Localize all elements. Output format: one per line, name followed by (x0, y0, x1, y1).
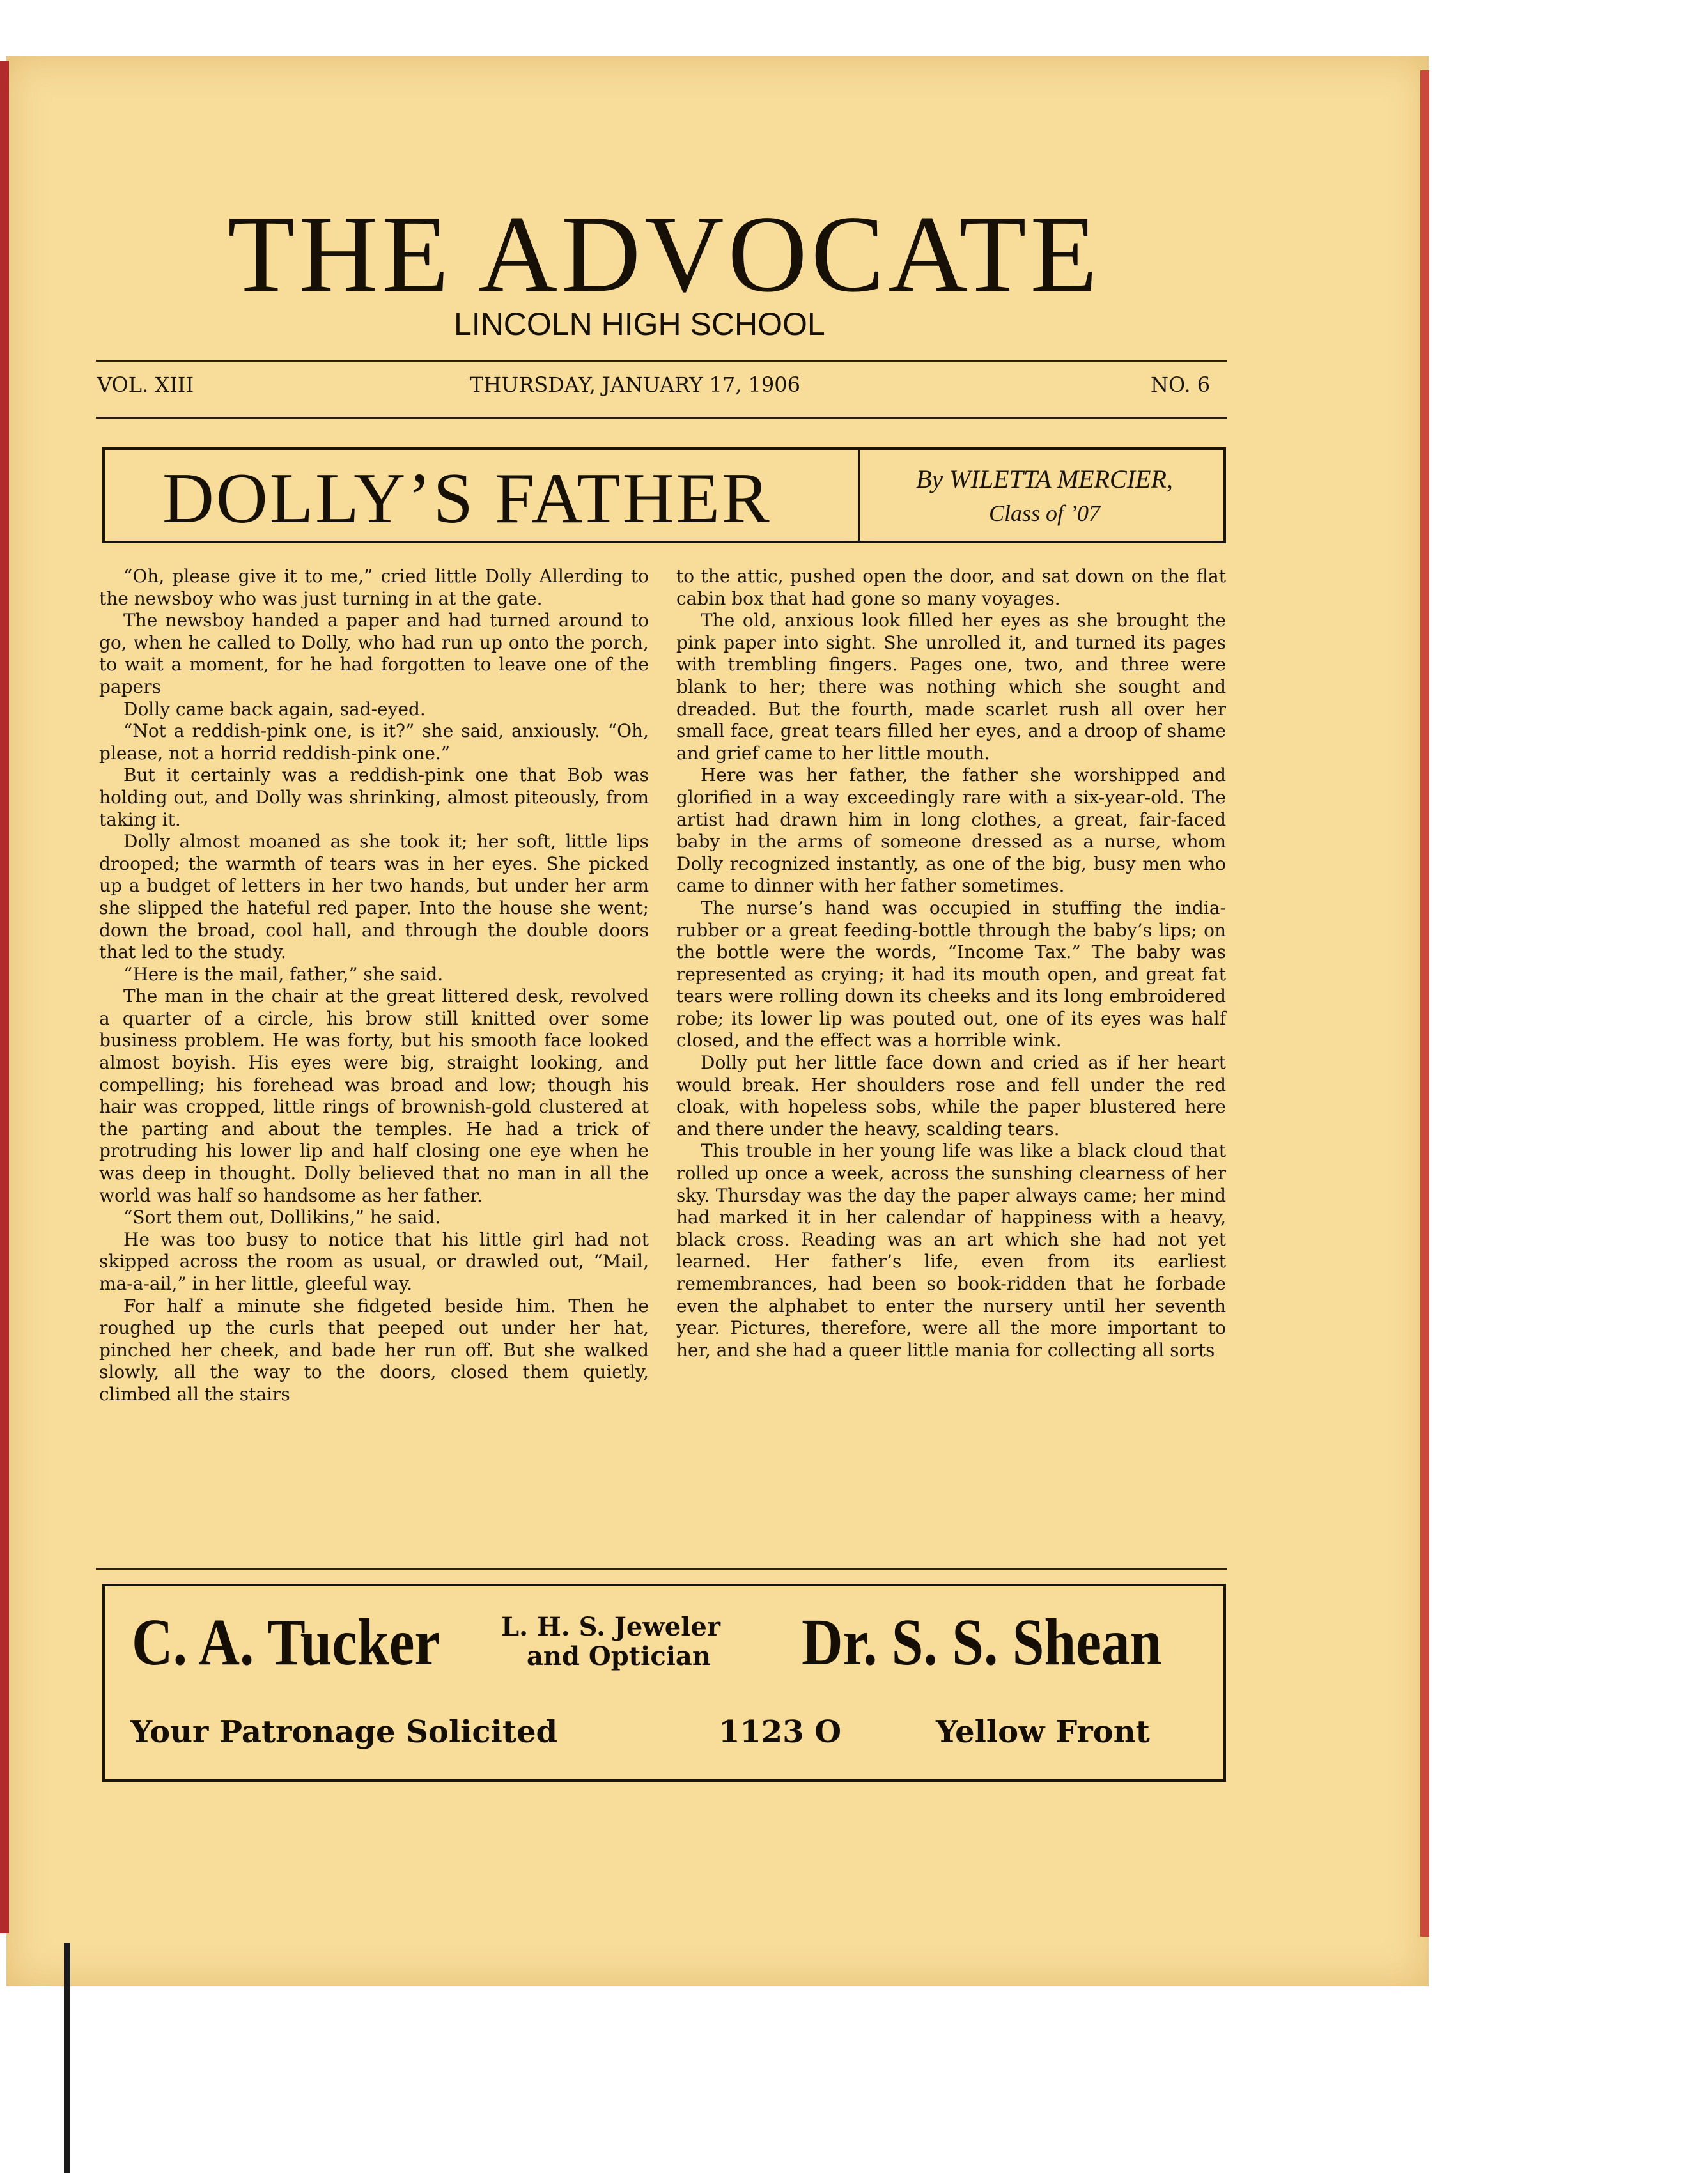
volume-label: VOL. XIII (97, 373, 194, 397)
paragraph: This trouble in her young life was like a black cloud that rolled up once a week, across the sunshing clearness of her sky. Thursday was the day the paper always came; her mind had marked it in her calendar of happiness with a heavy, black cross. Reading was an art which she had not yet learned. Her father’s life, even from its earliest remembrances, had been so book-ridden that he forbade even the alphabet to enter the nursery until her seventh year. Pictures, therefore, were all the more important to her, and she had a queer little mania for collecting all sorts (676, 1140, 1226, 1361)
ad-tagline-line2: and Optician (527, 1641, 711, 1671)
paragraph: Dolly put her little face down and cried as if her heart would break. Her shoulders rose and fell under the red cloak, with hopeless sobs, while the paper blustered here and there under the heavy, scalding tears. (676, 1052, 1226, 1140)
paragraph: For half a minute she fidgeted beside him. Then he roughed up the curls that peeped out under her hat, pinched her cheek, and bade her run off. But she walked slowly, all the way to the doors, closed them quietly, climbed all the stairs (99, 1295, 649, 1405)
title-box-divider (858, 450, 860, 541)
masthead-bottom-rule (96, 417, 1227, 419)
paragraph: “Oh, please give it to me,” cried little Dolly Allerding to the newsboy who was just turning in at the gate. (99, 566, 649, 609)
byline: By WILETTA MERCIER, (916, 465, 1173, 493)
ad-storefront: Yellow Front (936, 1714, 1150, 1750)
advertisement-box (102, 1584, 1226, 1782)
paragraph: Dolly almost moaned as she took it; her soft, little lips drooped; the warmth of tears was in her eyes. She picked up a budget of letters in her two hands, but under her arm she slipped the hateful red paper. Into the house she went; down the broad, cool hall, and through the double doors that led to the study. (99, 831, 649, 963)
paragraph: The newsboy handed a paper and had turned around to go, when he called to Dolly, who had run up onto the porch, to wait a moment, for he had forgotten to leave one of the papers (99, 610, 649, 697)
author-class: Class of ’07 (988, 500, 1101, 526)
article-column-left (99, 566, 649, 1406)
paragraph: The old, anxious look filled her eyes as she brought the pink paper into sight. She unrolled it, and turned its pages with trembling fingers. Pages one, two, and three were blank to her; there was nothing which she sought and dreaded. But the fourth, made scarlet rush all over her small face, great tears filled her eyes, and a droop of shame and grief came to her little mouth. (676, 610, 1226, 764)
issue-date: THURSDAY, JANUARY 17, 1906 (470, 373, 800, 397)
paragraph-continuation: to the attic, pushed open the door, and sat down on the flat cabin box that had gone so many voyages. (676, 566, 1226, 609)
article-column-right (676, 566, 1226, 1361)
advertisement-top-rule (96, 1568, 1227, 1570)
paragraph: The man in the chair at the great littered desk, revolved a quarter of a circle, his brow still knitted over some business problem. He was forty, but his smooth face looked almost boyish. His eyes were big, straight looking, and compelling; his forehead was broad and low; though his hair was cropped, little rings of brownish-gold clustered at the parting and about the temples. He had a trick of protruding his lower lip and half closing one eye when he was deep in thought. Dolly believed that no man in all the world was half so handsome as her father. (99, 986, 649, 1206)
masthead-title: THE ADVOCATE (228, 194, 1101, 315)
paragraph: He was too busy to notice that his little girl had not skipped across the room as usual, or drawled out, “Mail, ma-a-ail,” in her little, gleeful way. (99, 1228, 649, 1294)
scan-shadow (64, 1943, 70, 2173)
advertiser-left: C. A. Tucker (132, 1605, 440, 1679)
ad-tagline-line1: L. H. S. Jeweler (501, 1612, 720, 1642)
ad-address: 1123 O (718, 1714, 842, 1750)
paragraph: The nurse’s hand was occupied in stuffing the india-rubber or a great feeding-bottle through the baby’s lips; on the bottle were the words, “Income Tax.” The baby was represented as crying; it had its mouth open, and great fat tears were rolling down its cheeks and its long embroidered robe; its lower lip was pouted out, one of its eyes was half closed, and the effect was a horrible wink. (676, 897, 1226, 1051)
advertiser-right: Dr. S. S. Shean (802, 1605, 1162, 1679)
masthead-top-rule (96, 360, 1227, 362)
paragraph: Here was her father, the father she worshipped and glorified in a way exceedingly rare with a six-year-old. The artist had drawn him in long clothes, a great, fair-faced baby in the arms of someone dressed as a nurse, whom Dolly recognized instantly, as one of the big, busy men who came to dinner with her father sometimes. (676, 764, 1226, 897)
paragraph: “Not a reddish-pink one, is it?” she said, anxiously. “Oh, please, not a horrid reddish-pink one.” (99, 720, 649, 764)
school-name: LINCOLN HIGH SCHOOL (454, 306, 825, 342)
paragraph: But it certainly was a reddish-pink one that Bob was holding out, and Dolly was shrinking, almost piteously, from taking it. (99, 764, 649, 830)
issue-number: NO. 6 (1151, 373, 1211, 397)
paragraph: “Sort them out, Dollikins,” he said. (123, 1207, 441, 1228)
article-title-box (102, 447, 1226, 543)
binding-edge-right (1420, 70, 1429, 1937)
ad-slogan: Your Patronage Solicited (130, 1714, 558, 1750)
paragraph: Dolly came back again, sad-eyed. (123, 698, 426, 720)
binding-edge-left (0, 61, 9, 1933)
paragraph: “Here is the mail, father,” she said. (123, 963, 444, 985)
article-title: DOLLY’S FATHER (162, 459, 772, 538)
